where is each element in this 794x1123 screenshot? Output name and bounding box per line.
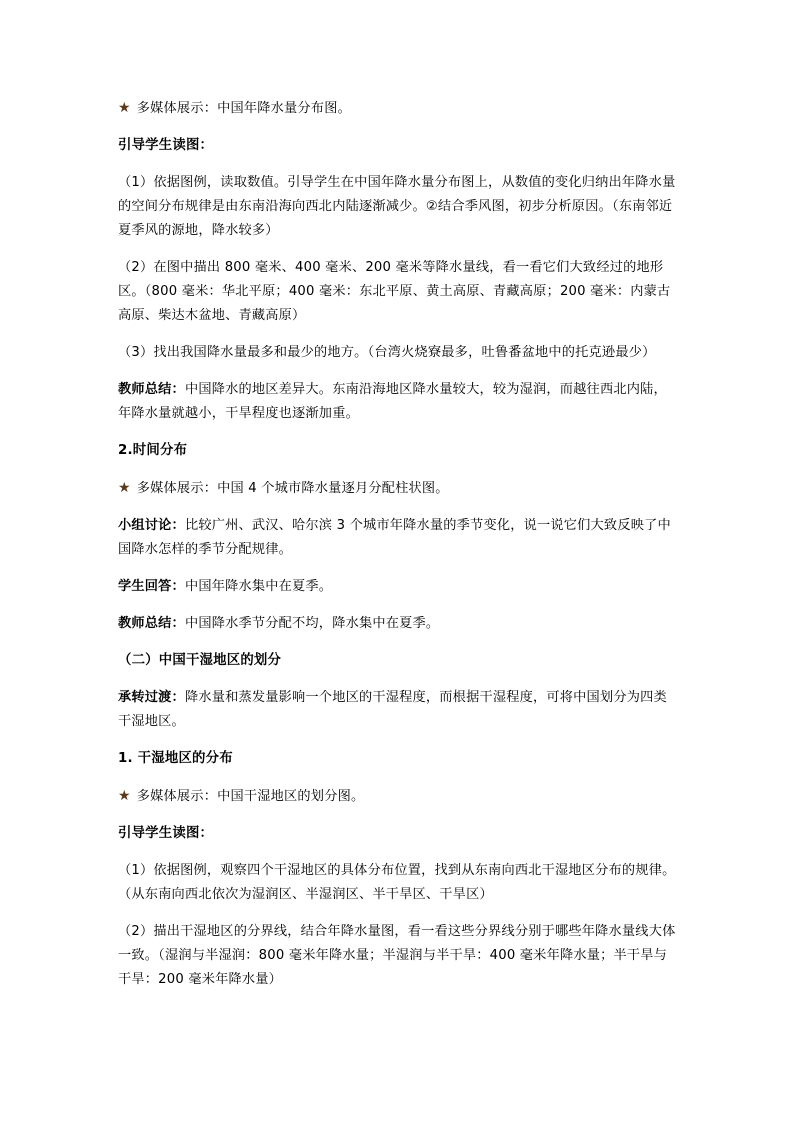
- paragraph-text: 中国降水的地区差异大。东南沿海地区降水量较大，较为湿润，而越往西北内陆，年降水量就越小，干旱程度也逐渐加重。: [118, 382, 667, 421]
- star-icon: ★: [118, 100, 131, 116]
- paragraph-student-answer: [118, 575, 678, 599]
- label-group-discussion: 小组讨论：: [118, 518, 185, 533]
- paragraph-text: 比较广州、武汉、哈尔滨 3 个城市年降水量的季节变化，说一说它们大致反映了中国降水怎样的季节分配规律。: [118, 518, 671, 557]
- label-teacher-summary: 教师总结：: [118, 616, 185, 631]
- star-icon: ★: [118, 480, 131, 496]
- paragraph-text: 多媒体展示：中国干湿地区的划分图。: [136, 789, 365, 804]
- paragraph-guide2-step-2: （2）描出干湿地区的分界线，结合年降水量图，看一看这些分界线分别于哪些年降水量线大体一致。（湿润与半湿润：800 毫米年降水量；半湿润与半干旱：400 毫米年降水量；半干旱与干旱：200 毫米年降水量）: [118, 924, 676, 987]
- heading-guide-reading-1: 引导学生读图：: [118, 138, 214, 153]
- paragraph-teacher-summary-2: [118, 612, 678, 636]
- paragraph-guide-step-3: （3）找出我国降水量最多和最少的地方。（台湾火烧寮最多，吐鲁番盆地中的托克逊最少）: [118, 345, 656, 360]
- label-student-answer: 学生回答：: [118, 579, 185, 594]
- paragraph-guide-step-1: （1）依据图例，读取数值。引导学生在中国年降水量分布图上，从数值的变化归纳出年降水量的空间分布规律是由东南沿海向西北内陆逐渐减少。②结合季风图，初步分析原因。（东南邻近夏季风的源地，降水较多）: [118, 175, 676, 238]
- paragraph-text: 多媒体展示：中国年降水量分布图。: [136, 101, 351, 116]
- label-teacher-summary: 教师总结：: [118, 382, 185, 397]
- heading-section-dry-wet: （二）中国干湿地区的划分: [118, 653, 282, 668]
- paragraph-group-discussion: [118, 514, 678, 562]
- paragraph-multimedia-3: [118, 784, 678, 809]
- document-page: [118, 96, 678, 1005]
- paragraph-text: 中国降水季节分配不均，降水集中在夏季。: [184, 616, 440, 631]
- paragraph-guide-step-2: （2）在图中描出 800 毫米、400 毫米、200 毫米等降水量线，看一看它们大致经过的地形区。（800 毫米：华北平原；400 毫米：东北平原、黄土高原、青藏高原；200 毫米：内蒙古高原、柴达木盆地、青藏高原）: [118, 260, 671, 323]
- heading-guide-reading-2: 引导学生读图：: [118, 826, 214, 841]
- star-icon: ★: [118, 788, 131, 804]
- paragraph-multimedia-1: [118, 96, 678, 121]
- paragraph-teacher-summary-1: [118, 378, 678, 426]
- heading-time-distribution: 2.时间分布: [118, 443, 188, 458]
- paragraph-multimedia-2: [118, 476, 678, 501]
- paragraph-text: 降水量和蒸发量影响一个地区的干湿程度，而根据干湿程度，可将中国划分为四类干湿地区。: [118, 690, 667, 729]
- paragraph-text: 多媒体展示：中国 4 个城市降水量逐月分配柱状图。: [136, 481, 449, 496]
- heading-dry-wet-distribution: 1. 干湿地区的分布: [118, 751, 233, 766]
- label-transition: 承转过渡：: [118, 690, 185, 705]
- paragraph-transition: [118, 686, 678, 734]
- paragraph-text: 中国年降水集中在夏季。: [184, 579, 333, 594]
- paragraph-guide2-step-1: （1）依据图例，观察四个干湿地区的具体分布位置，找到从东南向西北干湿地区分布的规律。（从东南向西北依次为湿润区、半湿润区、半干旱区、干旱区）: [118, 863, 676, 902]
